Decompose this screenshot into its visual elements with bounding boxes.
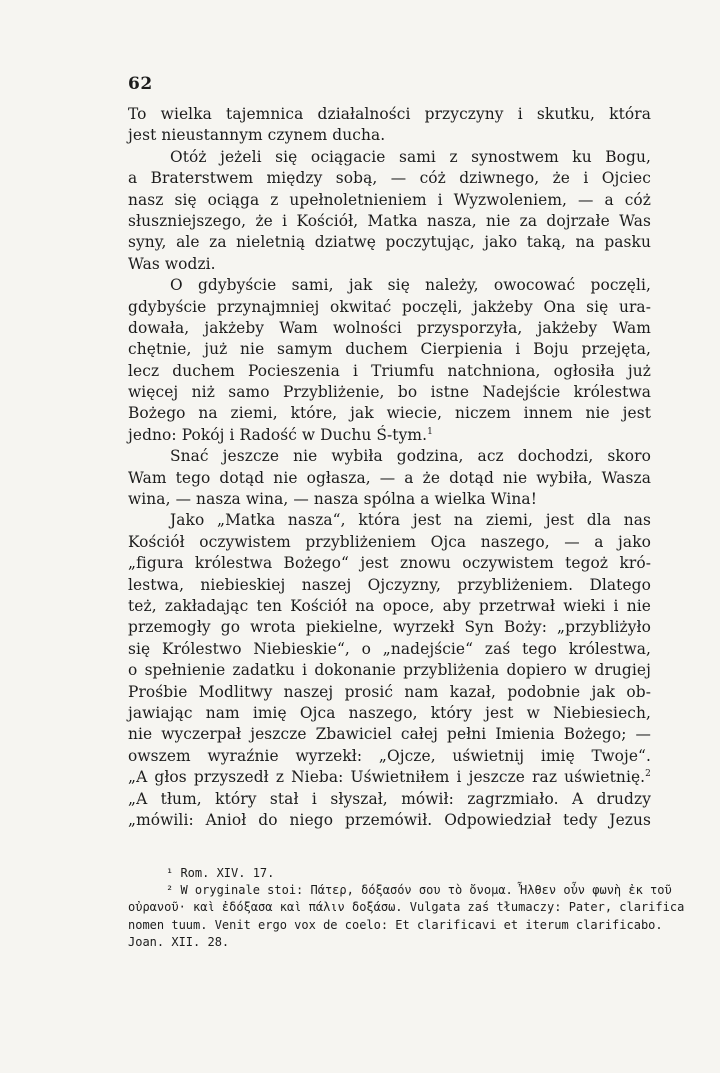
body-line	[128, 703, 651, 724]
body-line	[128, 446, 651, 467]
body-line-text: Wam tego dotąd nie ogłasza, — a że dotąd nie wybiła, Wasza	[128, 468, 651, 487]
body-line-text: jest nieustannym czynem ducha.	[128, 126, 386, 145]
footnote-line-text: Joan. XII. 28.	[128, 934, 230, 949]
body-line-text: nie wyczerpał jeszcze Zbawiciel całej pełni Imienia Bożego; —	[128, 725, 651, 744]
body-line-text: dowała, jakżeby Wam wolności przysporzyła, jakżeby Wam	[128, 318, 651, 337]
body-line-text: Prośbie Modlitwy naszej prosić nam kazał, podobnie jak ob-	[128, 682, 651, 701]
footnote-line-text: οὐρανοῦ· καὶ ἐδόξασα καὶ πάλιν δοξάσω. Vulgata zaś tłumaczy: Pater, clarifica	[128, 900, 685, 915]
body-line	[128, 104, 651, 125]
body-line	[128, 147, 651, 168]
body-line-text: Otóż jeżeli się ociągacie sami z synostwem ku Bogu,	[170, 147, 651, 166]
body-line	[128, 489, 651, 510]
body-line-text: Jako „Matka nasza“, która jest na ziemi, jest dla nas	[170, 511, 651, 530]
footnote-line	[128, 882, 672, 899]
body-line-text: o spełnienie zadatku i dokonanie przybliżenia dopiero w drugiej	[128, 661, 651, 680]
body-line	[128, 532, 651, 553]
body-line-text: jawiając nam imię Ojca naszego, który jest w Niebiesiech,	[128, 703, 651, 722]
body-line-text: Snać jeszcze nie wybiła godzina, acz dochodzi, skoro	[170, 447, 651, 466]
body-line	[128, 382, 651, 403]
footnote-line	[128, 865, 651, 882]
body-line-text: wina, — nasza wina, — nasza spólna a wielka Wina!	[128, 490, 537, 509]
body-line	[128, 660, 651, 681]
body-line	[128, 639, 651, 660]
body-line	[128, 596, 651, 617]
body-line	[128, 339, 651, 360]
body-line	[128, 361, 651, 382]
footnote-line-text: ¹ Rom. XIV. 17.	[166, 866, 275, 880]
footnote-line	[128, 917, 663, 934]
footnote-line	[128, 899, 685, 916]
footnote-line	[128, 934, 651, 951]
body-line-text: się Królestwo Niebieskie“, o „nadejście“ zaś tego królestwa,	[128, 639, 651, 658]
body-line	[128, 510, 651, 531]
body-line	[128, 682, 651, 703]
body-line	[128, 810, 651, 831]
body-line-text: „figura królestwa Bożego“ jest znowu oczywistem tegoż kró-	[128, 554, 651, 573]
body-line-text: nasz się ociąga z upełnoletnieniem i Wyzwoleniem, — a cóż	[128, 190, 651, 209]
footnote-separator	[128, 857, 651, 858]
body-text	[128, 104, 651, 831]
footnote-line-text: ² W oryginale stoi: Πάτερ, δόξασόν σου τὸ ὄνομα. Ἦλθεν οὖν φωνὴ ἐκ τοῦ	[166, 883, 672, 898]
body-line	[128, 789, 651, 810]
body-line-text: Was wodzi.	[128, 254, 216, 273]
footnote-marker: 2	[645, 768, 651, 779]
body-line	[128, 553, 651, 574]
body-line	[128, 190, 651, 211]
body-line-text: „A tłum, który stał i słyszał, mówił: zagrzmiało. A drudzy	[128, 789, 651, 808]
footnote-marker: 1	[427, 426, 433, 437]
page-number: 62	[128, 74, 153, 94]
body-line-text: O gdybyście sami, jak się należy, owocować poczęli,	[170, 276, 651, 295]
body-line	[128, 425, 651, 446]
body-line	[128, 724, 651, 745]
body-line-text: też, zakładając ten Kościół na opoce, aby przetrwał wieki i nie	[128, 596, 651, 615]
body-line-text: „mówili: Anioł do niego przemówił. Odpowiedział tedy Jezus	[128, 810, 651, 829]
body-line-text: Bożego na ziemi, które, jak wiecie, niczem innem nie jest	[128, 404, 651, 423]
body-line-text: syny, ale za nieletnią dziatwę poczytując, jako taką, na pasku	[128, 233, 651, 252]
body-line	[128, 767, 651, 788]
body-line-text: jedno: Pokój i Radość w Duchu Ś-tym.	[128, 425, 428, 444]
body-line-text: gdybyście przynajmniej okwitać poczęli, jakżeby Ona się ura-	[128, 297, 651, 316]
body-line-text: przemogły go wrota piekielne, wyrzekł Syn Boży: „przybliżyło	[128, 618, 651, 637]
body-line	[128, 297, 651, 318]
body-line	[128, 575, 651, 596]
body-line	[128, 275, 651, 296]
body-line-text: To wielka tajemnica działalności przyczyny i skutku, która	[128, 105, 651, 123]
body-line-text: chętnie, już nie samym duchem Cierpienia i Boju przejęta,	[128, 340, 651, 359]
footnote-line-text: nomen tuum. Venit ergo vox de coelo: Et clarificavi et iterum clarificabo.	[128, 917, 663, 932]
body-line	[128, 403, 651, 424]
body-line-text: a Braterstwem między sobą, — cóż dziwnego, że i Ojciec	[128, 169, 651, 188]
footnotes	[128, 865, 685, 951]
body-line-text: słuszniejszego, że i Kościół, Matka nasza, nie za dojrzałe Was	[128, 211, 651, 230]
body-line-text: Kościół oczywistem przybliżeniem Ojca naszego, — a jako	[128, 532, 651, 551]
body-line	[128, 617, 651, 638]
body-line-text: lecz duchem Pocieszenia i Triumfu natchniona, ogłosiła już	[128, 361, 651, 380]
body-line	[128, 125, 651, 146]
body-line	[128, 168, 651, 189]
body-line-text: owszem wyraźnie wyrzekł: „Ojcze, uświetnij imię Twoje“.	[128, 746, 651, 765]
body-line	[128, 232, 651, 253]
body-line	[128, 318, 651, 339]
body-line	[128, 746, 651, 767]
body-line	[128, 211, 651, 232]
body-line	[128, 468, 651, 489]
body-line-text: „A głos przyszedł z Nieba: Uświetniłem i jeszcze raz uświetnię.	[128, 768, 646, 787]
body-line	[128, 254, 651, 275]
body-line-text: więcej niż samo Przybliżenie, bo istne Nadejście królestwa	[128, 383, 651, 402]
body-line-text: lestwa, niebieskiej naszej Ojczyzny, przybliżeniem. Dlatego	[128, 575, 651, 594]
